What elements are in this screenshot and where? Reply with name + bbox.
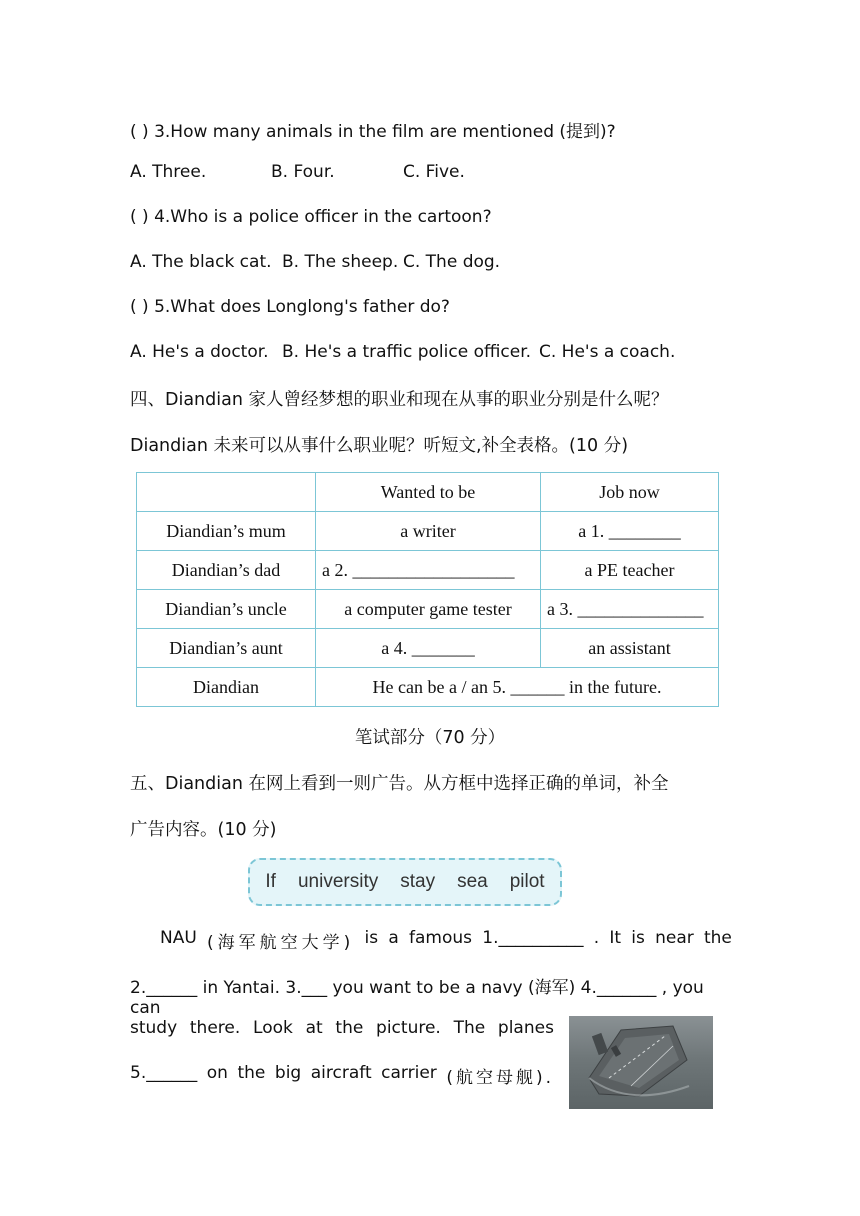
word: is xyxy=(631,928,645,948)
table-cell: an assistant xyxy=(541,629,719,668)
q5-option-c: C. He's a coach. xyxy=(539,342,676,362)
section-4-heading: 四、Diandian 家人曾经梦想的职业和现在从事的职业分别是什么呢？ xyxy=(130,390,669,410)
q5-option-b: B. He's a traffic police officer. xyxy=(282,342,532,362)
q5-option-a: A. He's a doctor. xyxy=(130,342,269,362)
word: big xyxy=(274,1063,302,1083)
q3-option-a: A. Three. xyxy=(130,162,207,182)
word: (海军航空大学) xyxy=(207,933,355,953)
q4-option-c: C. The dog. xyxy=(403,252,501,272)
table-cell: Diandian’s aunt xyxy=(137,629,316,668)
table-cell: a computer game tester xyxy=(316,590,541,629)
table-cell: Diandian’s mum xyxy=(137,512,316,551)
word-bank-item: stay xyxy=(400,871,436,892)
question-4-stem: ( ) 4.Who is a police officer in the cartoon? xyxy=(130,207,492,227)
word: the xyxy=(703,928,732,948)
passage-line-4 xyxy=(130,1063,554,1088)
question-3-stem: ( ) 3.How many animals in the film are mentioned (提到)? xyxy=(130,122,616,142)
table-cell: a 2. __________________ xyxy=(316,551,541,590)
table-cell: a 4. _______ xyxy=(316,629,541,668)
word: planes xyxy=(497,1018,554,1038)
word: at xyxy=(305,1018,323,1038)
table-cell: a writer xyxy=(316,512,541,551)
jobs-table xyxy=(136,472,719,707)
blank-1: 1.__________ xyxy=(482,928,584,948)
table-cell: a 3. ______________ xyxy=(541,590,719,629)
section-5-instructions: 广告内容。(10 分) xyxy=(130,820,277,840)
passage-line-3 xyxy=(130,1018,554,1038)
word-bank-item: pilot xyxy=(509,871,545,892)
word: NAU xyxy=(160,928,197,948)
table-row xyxy=(137,668,719,707)
q3-option-c: C. Five. xyxy=(403,162,465,182)
table-header-cell: Wanted to be xyxy=(316,473,541,512)
aircraft-carrier-photo xyxy=(569,1016,713,1109)
word: the xyxy=(237,1063,266,1083)
word: famous xyxy=(409,928,473,948)
section-4-instructions: Diandian 未来可以从事什么职业呢？听短文,补全表格。(10 分) xyxy=(130,436,629,456)
table-cell: a 1. ________ xyxy=(541,512,719,551)
table-row xyxy=(137,512,719,551)
table-cell: He can be a / an 5. ______ in the future. xyxy=(316,668,719,707)
table-row xyxy=(137,629,719,668)
word: picture. xyxy=(376,1018,441,1038)
word-bank-item: sea xyxy=(457,871,488,892)
table-cell: a PE teacher xyxy=(541,551,719,590)
q4-option-b: B. The sheep. xyxy=(282,252,399,272)
word: is xyxy=(364,928,379,948)
word: . xyxy=(593,928,600,948)
table-cell: Diandian xyxy=(137,668,316,707)
word-bank-box xyxy=(248,858,562,906)
word: near xyxy=(655,928,694,948)
table-cell: Diandian’s dad xyxy=(137,551,316,590)
word: the xyxy=(335,1018,364,1038)
word: on xyxy=(206,1063,228,1083)
blank-5: 5.______ xyxy=(130,1063,198,1083)
word: carrier xyxy=(381,1063,437,1083)
table-row xyxy=(137,590,719,629)
passage-line-1 xyxy=(160,928,732,953)
passage-line-2: 2.______ in Yantai. 3.___ you want to be a navy (海军) 4._______ , you can xyxy=(130,978,704,1018)
table-header-row xyxy=(137,473,719,512)
q3-option-b: B. Four. xyxy=(271,162,335,182)
word-bank-item: If xyxy=(265,871,276,892)
word: Look xyxy=(253,1018,293,1038)
table-cell: Diandian’s uncle xyxy=(137,590,316,629)
word-bank-item: university xyxy=(297,871,379,892)
word: aircraft xyxy=(310,1063,372,1083)
word: a xyxy=(388,928,399,948)
q4-option-a: A. The black cat. xyxy=(130,252,272,272)
question-5-stem: ( ) 5.What does Longlong's father do? xyxy=(130,297,450,317)
word: there. xyxy=(189,1018,241,1038)
table-row xyxy=(137,551,719,590)
table-header-cell xyxy=(137,473,316,512)
word: (航空母舰). xyxy=(446,1068,554,1088)
table-header-cell: Job now xyxy=(541,473,719,512)
aircraft-carrier-icon xyxy=(569,1016,713,1109)
written-part-title: 笔试部分（70 分） xyxy=(354,728,506,748)
word: study xyxy=(130,1018,178,1038)
word: It xyxy=(609,928,622,948)
section-5-heading: 五、Diandian 在网上看到一则广告。从方框中选择正确的单词，补全 xyxy=(130,774,669,794)
word: The xyxy=(453,1018,486,1038)
